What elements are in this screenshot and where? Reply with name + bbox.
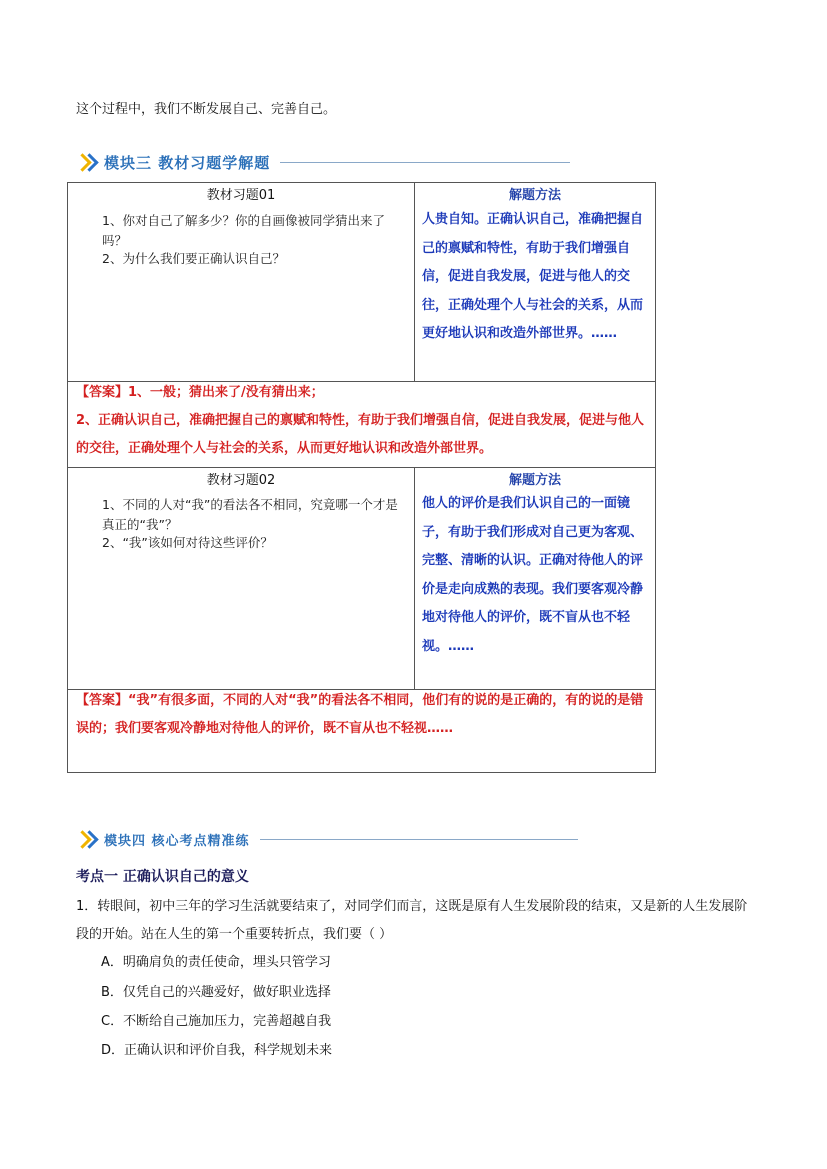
answer-label: 【答案】 [76,385,129,400]
exercise2-header: 教材习题02 [206,473,276,488]
exercise1-question-2: 2、为什么我们要正确认识自己？ [102,251,285,266]
option-c: C．不断给自己施加压力，完善超越自我 [101,1014,332,1029]
exercise1-header: 教材习题01 [206,188,276,203]
exercise1-method-text: 人贵自知。正确认识自己，准确把握自己的禀赋和特性，有助于我们增强自信，促进自我发展，促进与他人的交往，正确处理个人与社会的关系，从而更好地认识和改造外部世界。…… [422,212,644,341]
exercise-table [67,182,656,773]
exercise1-answer [76,379,652,463]
question-stem: 1．转眼间，初中三年的学习生活就要结束了，对同学们而言，这既是原有人生发展阶段的结束，又是新的人生发展阶段的开始。站在人生的第一个重要转折点，我们要（ ） [76,899,748,942]
exercise1-method-header: 解题方法 [508,188,561,203]
intro-paragraph: 这个过程中，我们不断发展自己、完善自己。 [76,102,337,117]
table-divider [414,183,415,381]
header-divider [260,839,578,840]
exercise2-answer [76,687,652,743]
answer-label: 【答案】 [76,693,129,708]
double-chevron-icon [76,832,98,846]
exercise2-method-text: 他人的评价是我们认识自己的一面镜子，有助于我们形成对自己更为客观、完整、清晰的认识。正确对待他人的评价是走向成熟的表现。我们要客观冷静地对待他人的评价，既不盲从也不轻视。…… [422,496,644,654]
exercise2-question-2: 2、“我”该如何对待这些评价？ [102,535,273,550]
answer-text: “我”有很多面，不同的人对“我”的看法各不相同，他们有的说的是正确的，有的说的是错误的；我们要客观冷静地对待他人的评价，既不盲从也不轻视…… [76,693,644,736]
module3-title: 模块三 教材习题学解题 [104,153,271,172]
module3-header [76,151,570,173]
module4-header [76,828,578,850]
exercise2-question-1: 1、不同的人对“我”的看法各不相同，究竟哪一个才是真正的“我”？ [102,497,398,532]
double-chevron-icon [76,155,98,169]
option-a: A．明确肩负的责任使命，埋头只管学习 [101,955,331,970]
kaodian-heading: 考点一 正确认识自己的意义 [76,869,249,885]
option-d: D．正确认识和评价自我，科学规划未来 [101,1043,333,1058]
table-divider [414,467,415,689]
table-divider [68,467,655,468]
exercise1-question-1: 1、你对自己了解多少？你的自画像被同学猜出来了吗？ [102,213,385,248]
option-b: B．仅凭自己的兴趣爱好，做好职业选择 [101,985,331,1000]
exercise2-method-header: 解题方法 [508,473,561,488]
header-divider [280,162,570,163]
answer-line-2: 2、正确认识自己，准确把握自己的禀赋和特性，有助于我们增强自信，促进自我发展，促进与他人的交往，正确处理个人与社会的关系，从而更好地认识和改造外部世界。 [76,413,645,456]
module4-title: 模块四 核心考点精准练 [104,833,250,849]
answer-line-1: 1、一般；猜出来了/没有猜出来； [128,385,324,400]
